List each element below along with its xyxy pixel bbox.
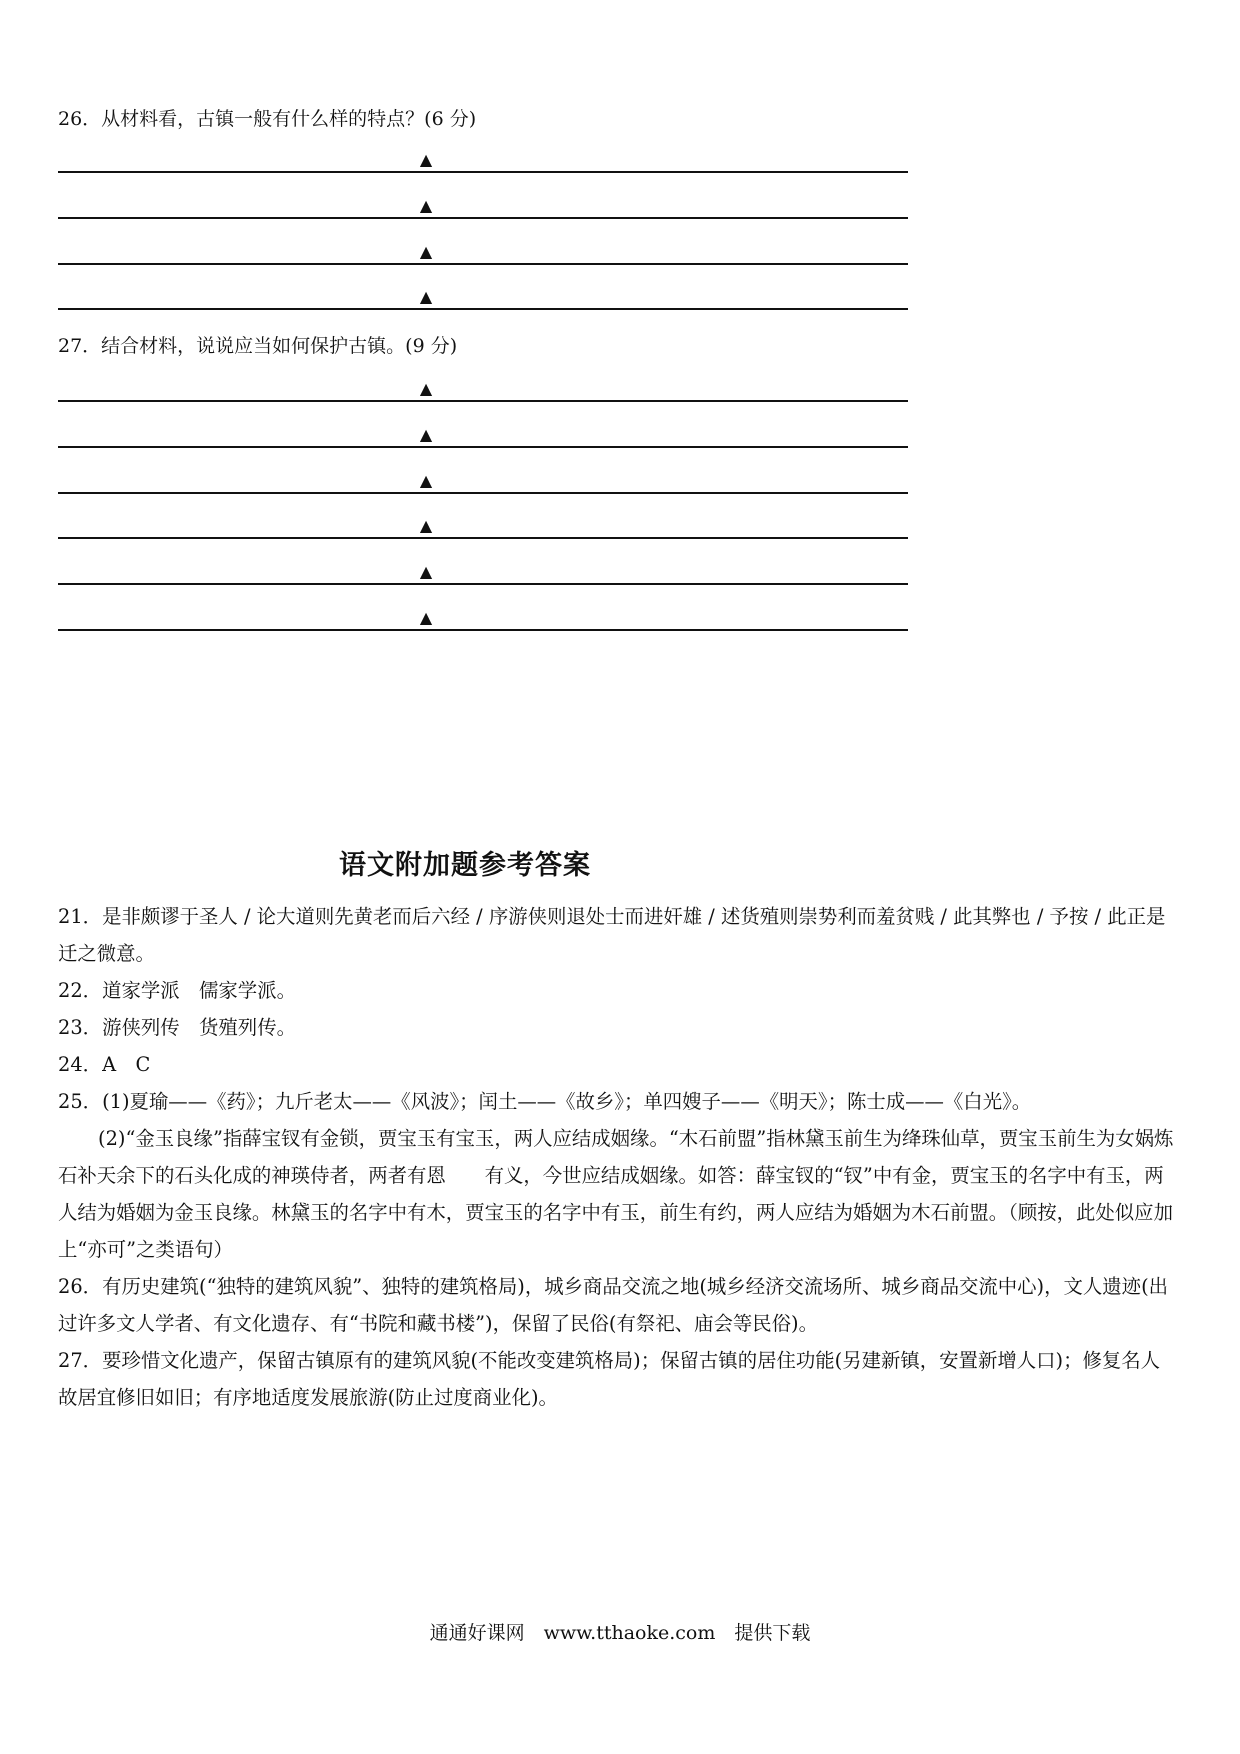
answer-marker: ▲: [419, 608, 433, 627]
answer-marker: ▲: [419, 562, 433, 581]
answer-line[interactable]: [58, 583, 908, 585]
answer-item-26: 26．有历史建筑(“独特的建筑风貌”、独特的建筑格局)，城乡商品交流之地(城乡经济交流场所、城乡商品交流中心)，文人遗迹(出过许多文人学者、有文化遗存、有“书院和藏书楼”)，保留了民俗(有祭祀、庙会等民俗)。: [58, 1275, 1169, 1335]
answer-item-25-part2: (2)“金玉良缘”指薛宝钗有金锁，贾宝玉有宝玉，两人应结成姻缘。“木石前盟”指林黛玉前生为绛珠仙草，贾宝玉前生为女娲炼石补天余下的石头化成的神瑛侍者，两者有恩 有义，今世应结成姻缘。如答：薛宝钗的“钗”中有金，贾宝玉的名字中有玉，两人结为婚姻为金玉良缘。林黛玉的名字中有木，贾宝玉的名字中有玉，前生有约，两人应结为婚姻为木石前盟。（顾按，此处似应加上“亦可”之类语句）: [58, 1127, 1174, 1261]
answer-marker: ▲: [419, 471, 433, 490]
question-27-title: 27．结合材料，说说应当如何保护古镇。(9 分): [58, 335, 458, 357]
answer-line[interactable]: [58, 171, 908, 173]
answer-item-22: 22．道家学派 儒家学派。: [58, 979, 296, 1002]
answer-key-body: [58, 898, 1178, 1416]
answer-line[interactable]: [58, 629, 908, 631]
answer-item-23: 23．游侠列传 货殖列传。: [58, 1016, 296, 1039]
answer-line[interactable]: [58, 537, 908, 539]
answer-line[interactable]: [58, 217, 908, 219]
answer-line[interactable]: [58, 492, 908, 494]
answer-item-21: 21．是非颇谬于圣人 / 论大道则先黄老而后六经 / 序游侠则退处士而进奸雄 / 述货殖则崇势利而羞贫贱 / 此其弊也 / 予按 / 此正是迁之微意。: [58, 905, 1166, 965]
answer-line[interactable]: [58, 446, 908, 448]
answer-item-25-part1: 25．(1)夏瑜——《药》；九斤老太——《风波》；闰土——《故乡》；单四嫂子——《明天》；陈士成——《白光》。: [58, 1090, 1032, 1113]
answer-marker: ▲: [419, 516, 433, 535]
answer-marker: ▲: [419, 242, 433, 261]
answer-marker: ▲: [419, 287, 433, 306]
question-26-title: 26．从材料看，古镇一般有什么样的特点？(6 分): [58, 108, 477, 130]
answer-marker: ▲: [419, 425, 433, 444]
answer-marker: ▲: [419, 150, 433, 169]
answer-marker: ▲: [419, 196, 433, 215]
answer-item-24: 24．A C: [58, 1053, 151, 1076]
answer-line[interactable]: [58, 308, 908, 310]
answer-line[interactable]: [58, 263, 908, 265]
page-footer: 通通好课网 www.tthaoke.com 提供下载: [429, 1622, 811, 1644]
answer-line[interactable]: [58, 400, 908, 402]
answer-marker: ▲: [419, 379, 433, 398]
answer-item-27: 27．要珍惜文化遗产，保留古镇原有的建筑风貌(不能改变建筑格局)；保留古镇的居住功能(另建新镇，安置新增人口)；修复名人故居宜修旧如旧；有序地适度发展旅游(防止过度商业化)。: [58, 1349, 1161, 1409]
answer-key-heading: 语文附加题参考答案: [339, 850, 591, 881]
